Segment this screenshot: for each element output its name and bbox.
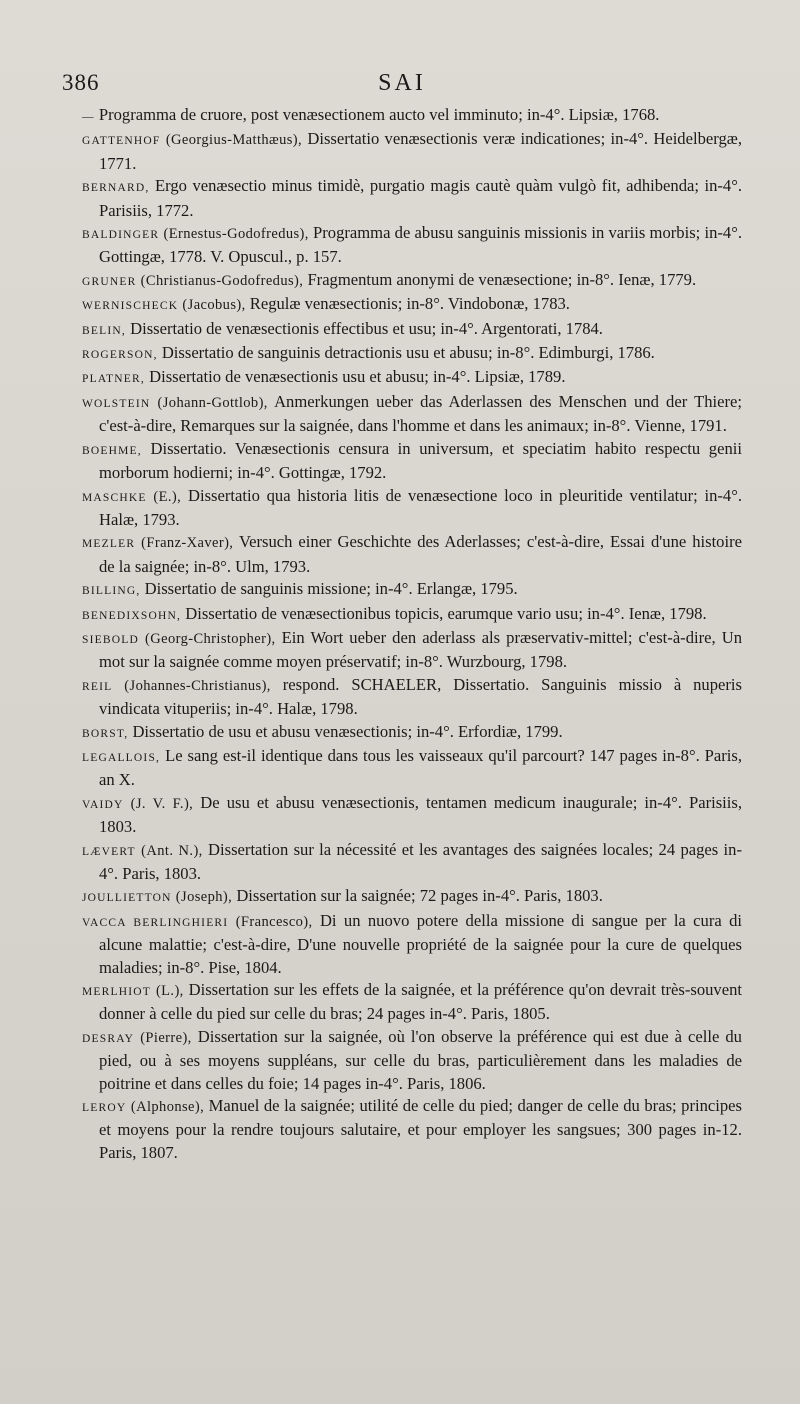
entry-text: Dissertatio de sanguinis missione; in-4°. Erlangæ, 1795. bbox=[144, 579, 518, 599]
entry-text: Dissertatio qua historia litis de venæsectione loco in pleuritide ventilatur; in-4°. Halæ, 1793. bbox=[99, 485, 743, 529]
entry-author: LEGALLOIS, bbox=[82, 751, 161, 764]
entry-author: LEROY bbox=[82, 1102, 127, 1115]
entry-author: VAIDY bbox=[82, 798, 124, 811]
bibliography-entry bbox=[82, 910, 742, 979]
entry-author: VACCA BERLINGHIERI bbox=[82, 916, 229, 929]
bibliography-entry bbox=[82, 721, 742, 745]
bibliography-entry bbox=[82, 627, 742, 674]
bibliography-entry bbox=[82, 104, 742, 128]
entry-author-given-name: (J. V. F.), bbox=[130, 795, 194, 812]
bibliography-entry bbox=[82, 979, 742, 1026]
entry-text: Dissertatio de venæsectionibus topicis, earumque vario usu; in-4°. Ienæ, 1798. bbox=[185, 603, 707, 623]
entry-author: GRUNER bbox=[82, 275, 137, 288]
entry-text: Programma de cruore, post venæsectionem aucto vel imminuto; in-4°. Lipsiæ, 1768. bbox=[98, 105, 660, 124]
entry-author-given-name: (Johannes-Christianus), bbox=[124, 677, 271, 694]
entry-author: BOEHME, bbox=[82, 444, 142, 457]
entry-author-given-name: (Christianus-Godofredus), bbox=[140, 272, 304, 289]
bibliography-entry bbox=[82, 885, 742, 909]
entry-text: Manuel de la saignée; utilité de celle du pied; danger de celle du bras; principes et moyens pour la rendre toujours salutaire, et pour employer les sangsues; 300 pages in-12. Paris, 1807. bbox=[99, 1096, 742, 1162]
entry-text: Dissertation sur la saignée; 72 pages in-4°. Paris, 1803. bbox=[236, 886, 603, 906]
entry-text: Dissertatio de venæsectionis usu et abusu; in-4°. Lipsiæ, 1789. bbox=[149, 367, 566, 387]
entry-text: respond. SCHAELER, Dissertatio. Sanguinis missio à nuperis vindicata vituperiis; in-4°. Halæ, 1798. bbox=[99, 674, 742, 719]
entry-author: GATTENHOF bbox=[82, 135, 161, 148]
entry-text: Dissertation sur la saignée, où l'on observe la préférence qui est due à celle du pied, ou à ses moyens suppléans, sur celle du bras, particulièrement dans les maladies de poitrine et dans celles du foie; 14 pages in-4°. Paris, 1806. bbox=[99, 1026, 742, 1093]
entry-author: REIL bbox=[82, 680, 113, 693]
entry-author-given-name: (Ernestus-Godofredus), bbox=[163, 226, 309, 243]
bibliography-entry bbox=[82, 318, 742, 342]
entry-text: Ein Wort ueber den aderlass als præservativ-mittel; c'est-à-dire, Un mot sur la saignée comme moyen préservatif; in-8°. Wurzbourg, 1798. bbox=[99, 627, 742, 672]
entry-author-given-name: (Jacobus), bbox=[182, 297, 246, 314]
entry-author: MASCHKE bbox=[82, 491, 147, 504]
bibliography-entry bbox=[82, 603, 742, 627]
entry-author: LÆVERT bbox=[82, 845, 136, 858]
entry-author-given-name: (Ant. N.), bbox=[141, 842, 203, 859]
entry-text: Anmerkungen ueber das Aderlassen des Menschen und der Thiere; c'est-à-dire, Remarques sur la saignée, dans l'homme et dans les animaux; in-8°. Vienne, 1791. bbox=[99, 391, 743, 436]
bibliography-entry bbox=[82, 366, 742, 390]
entry-text: Dissertatio. Venæsectionis censura in universum, et speciatim habito respectu genii morborum hodierni; in-4°. Gottingæ, 1792. bbox=[99, 438, 742, 483]
entry-author-given-name: (Alphonse), bbox=[130, 1099, 205, 1116]
entry-author: — bbox=[82, 111, 95, 123]
entry-author: BILLING, bbox=[82, 585, 141, 598]
entry-author: DESRAY bbox=[82, 1032, 135, 1045]
bibliography-entry bbox=[82, 745, 742, 792]
bibliography-entry bbox=[82, 222, 742, 269]
entry-author: ROGERSON, bbox=[82, 349, 158, 362]
entry-text: Dissertation sur les effets de la saignée, et la préférence qu'on devrait très-souvent donner à celle du pied sur celle du bras; 24 pages in-4°. Paris, 1805. bbox=[99, 980, 742, 1024]
entry-text: Dissertation sur la nécessité et les avantages des saignées locales; 24 pages in-4°. Paris, 1803. bbox=[99, 839, 742, 883]
page-header bbox=[62, 70, 742, 106]
page-number: 386 bbox=[62, 70, 100, 95]
entry-author-given-name: (E.), bbox=[153, 488, 182, 505]
entry-author: BENEDIXSOHN, bbox=[82, 609, 182, 622]
running-head: SAI bbox=[378, 70, 426, 96]
bibliography-entry bbox=[82, 391, 742, 438]
bibliography-entry bbox=[82, 438, 742, 485]
bibliography-entry bbox=[82, 792, 742, 839]
entry-text: Fragmentum anonymi de venæsectione; in-8°. Ienæ, 1779. bbox=[307, 269, 697, 289]
bibliography-entry bbox=[82, 839, 742, 886]
entry-text: Le sang est-il identique dans tous les vaisseaux qu'il parcourt? 147 pages in-8°. Paris, an X. bbox=[99, 745, 742, 790]
entry-text: Programma de abusu sanguinis missionis in variis morbis; in-4°. Gottingæ, 1778. V. Opuscul., p. 157. bbox=[99, 223, 742, 267]
bibliography-entry bbox=[82, 485, 742, 532]
entry-author: MEZLER bbox=[82, 538, 136, 551]
bibliography-list bbox=[82, 104, 742, 1164]
bibliography-entry bbox=[82, 269, 742, 293]
entry-text: Di un nuovo potere della missione di sangue per la cura di alcune malattie; c'est-à-dire, D'une nouvelle propriété de la saignée pour la cure de quelques maladies; in-8°. Pise, 1804. bbox=[99, 910, 742, 977]
entry-text: De usu et abusu venæsectionis, tentamen medicum inaugurale; in-4°. Parisiis, 1803. bbox=[99, 792, 742, 837]
entry-author-given-name: (Francesco), bbox=[235, 913, 313, 930]
entry-author: JOULLIETTON bbox=[82, 892, 172, 905]
entry-author-given-name: (Joseph), bbox=[175, 889, 233, 906]
entry-author-given-name: (Georgius-Matthæus), bbox=[165, 132, 303, 149]
bibliography-entry bbox=[82, 175, 742, 222]
bibliography-entry bbox=[82, 293, 742, 317]
entry-author: BORST, bbox=[82, 727, 129, 740]
entry-text: Versuch einer Geschichte des Aderlasses; c'est-à-dire, Essai d'une histoire de la saignée; in-8°. Ulm, 1793. bbox=[99, 532, 742, 576]
bibliography-entry bbox=[82, 128, 742, 175]
entry-text: Dissertatio de venæsectionis effectibus et usu; in-4°. Argentorati, 1784. bbox=[130, 318, 603, 338]
bibliography-entry bbox=[82, 1095, 742, 1164]
bibliography-entry bbox=[82, 1026, 742, 1095]
bibliography-entry bbox=[82, 578, 742, 602]
entry-author-given-name: (Johann-Gottlob), bbox=[157, 394, 268, 411]
entry-text: Dissertatio venæsectionis veræ indicationes; in-4°. Heidelbergæ, 1771. bbox=[99, 129, 742, 173]
bibliography-entry bbox=[82, 674, 742, 721]
entry-author: BALDINGER bbox=[82, 229, 160, 242]
entry-author: MERLHIOT bbox=[82, 986, 152, 999]
entry-text: Dissertatio de sanguinis detractionis usu et abusu; in-8°. Edimburgi, 1786. bbox=[161, 343, 655, 363]
entry-author: BELIN, bbox=[82, 324, 126, 337]
entry-author-given-name: (Georg-Christopher), bbox=[145, 630, 276, 647]
entry-author-given-name: (L.), bbox=[155, 983, 184, 1000]
entry-author: PLATNER, bbox=[82, 373, 145, 386]
entry-author: WERNISCHECK bbox=[82, 300, 179, 313]
bibliography-entry bbox=[82, 531, 742, 578]
entry-text: Regulæ venæsectionis; in-8°. Vindobonæ, 1783. bbox=[249, 294, 570, 314]
entry-author-given-name: (Franz-Xaver), bbox=[141, 535, 234, 552]
entry-author-given-name: (Pierre), bbox=[140, 1029, 192, 1046]
entry-author: WOLSTEIN bbox=[82, 397, 151, 410]
entry-author: BERNARD, bbox=[82, 182, 150, 195]
entry-text: Ergo venæsectio minus timidè, purgatio magis cautè quàm vulgò fit, adhibenda; in-4°. Parisiis, 1772. bbox=[99, 176, 743, 220]
entry-text: Dissertatio de usu et abusu venæsectionis; in-4°. Erfordiæ, 1799. bbox=[132, 721, 563, 741]
bibliography-entry bbox=[82, 342, 742, 366]
entry-author: SIEBOLD bbox=[82, 633, 139, 646]
